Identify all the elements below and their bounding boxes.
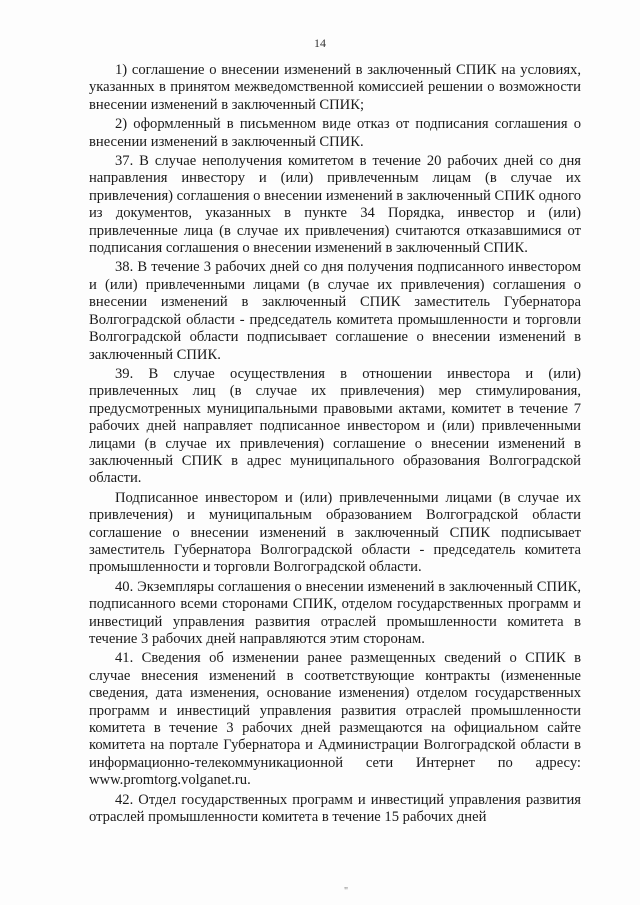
paragraph-38: 38. В течение 3 рабочих дней со дня получения подписанного инвестором и (или) привлеченными лицами (в случае их привлечения) соглашения о внесении изменений в заключенный СПИК заместитель Губернатора Волгоградской области - председатель комитета промышленности и торговли Волгоградской области подписывает соглашение о внесении изменений в заключенный СПИК. xyxy=(89,259,581,363)
page-number: 14 xyxy=(314,36,326,50)
paragraph-40: 40. Экземпляры соглашения о внесении изменений в заключенный СПИК, подписанного всеми сторонами СПИК, отделом государственных программ и инвестиций управления развития отраслей промышленности комитета в течение 3 рабочих дней направляются этим сторонам. xyxy=(89,578,581,647)
scan-artifact-mark: " xyxy=(344,886,349,897)
paragraph-39-continuation: Подписанное инвестором и (или) привлеченными лицами (в случае их привлечения) и муниципальным образованием Волгоградской области соглашение о внесении изменений в заключенный СПИК подписывает заместитель Губернатора Волгоградской области - председатель комитета промышленности и торговли Волгоградской области. xyxy=(89,489,581,576)
paragraph-42: 42. Отдел государственных программ и инвестиций управления развития отраслей промышленности комитета в течение 15 рабочих дней xyxy=(89,791,581,826)
paragraph-39: 39. В случае осуществления в отношении инвестора и (или) привлеченных лиц (в случае их привлечения) мер стимулирования, предусмотренных муниципальными правовыми актами, комитет в течение 7 рабочих дней направляет подписанное инвестором и (или) привлеченными лицами (в случае их привлечения) соглашение о внесении изменений в заключенный СПИК в адрес муниципального образования Волгоградской области. xyxy=(89,365,581,487)
paragraph-item-2: 2) оформленный в письменном виде отказ от подписания соглашения о внесении изменений в заключенный СПИК. xyxy=(89,116,581,150)
paragraph-41: 41. Сведения об изменении ранее размещенных сведений о СПИК в случае внесения изменений в соответствующие контракты (измененные сведения, дата изменения, основание изменения) отделом государственных программ и инвестиций управления развития отраслей промышленности комитета в течение 3 рабочих дней размещаются на официальном сайте комитета на портале Губернатора и Администрации Волгоградской области в информационно-телекоммуникационной сети Интернет по адресу: www.promtorg.volganet.ru. xyxy=(89,650,581,789)
paragraph-37: 37. В случае неполучения комитетом в течение 20 рабочих дней со дня направления инвестору и (или) привлеченным лицам (в случае их привлечения) соглашения о внесении изменений в заключенный СПИК одного из документов, указанных в пункте 34 Порядка, инвестор и (или) привлеченные лица (в случае их привлечения) считаются отказавшимися от подписания соглашения о внесении изменений в заключенный СПИК. xyxy=(89,153,582,257)
document-body xyxy=(89,62,581,828)
paragraph-item-1: 1) соглашение о внесении изменений в заключенный СПИК на условиях, указанных в принятом межведомственной комиссией решении о возможности внесении изменений в заключенный СПИК; xyxy=(89,62,581,113)
